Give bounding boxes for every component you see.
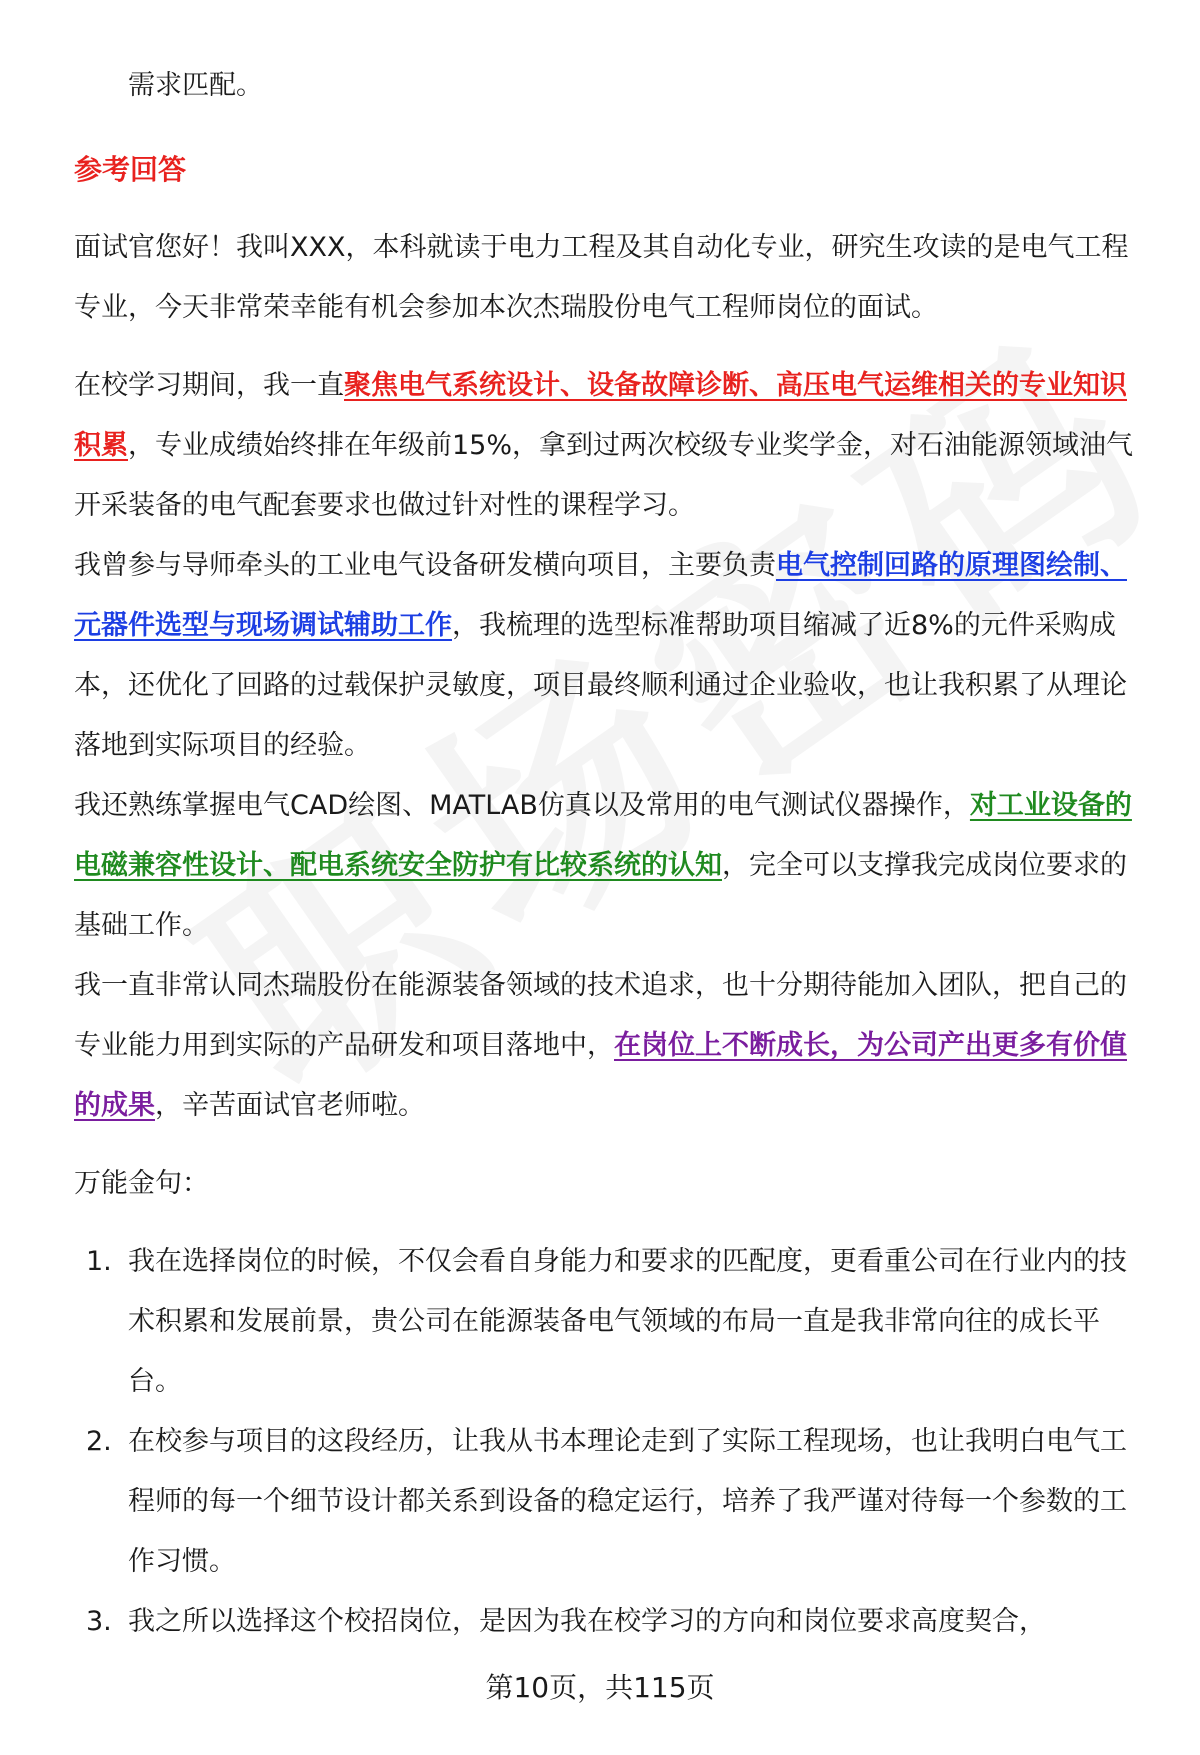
- list-item-number: 2.: [86, 1426, 112, 1457]
- study-text-after: ，专业成绩始终排在年级前15%，拿到过两次校级专业奖学金，对石油能源领域油气开采装备的电气配套要求也做过针对性的课程学习。: [74, 430, 1134, 521]
- intro-paragraph: 面试官您好！我叫XXX，本科就读于电力工程及其自动化专业，研究生攻读的是电气工程专业，今天非常荣幸能有机会参加本次杰瑞股份电气工程师岗位的面试。: [74, 232, 1129, 323]
- skills-highlight: 对工业设备的电磁兼容性设计、配电系统安全防护有比较系统的认知: [74, 790, 1132, 881]
- list-item-text: 在校参与项目的这段经历，让我从书本理论走到了实际工程现场，也让我明白电气工程师的每一个细节设计都关系到设备的稳定运行，培养了我严谨对待每一个参数的工作习惯。: [128, 1426, 1127, 1577]
- skills-paragraph: [74, 776, 1152, 956]
- project-text-before: 我曾参与导师牵头的工业电气设备研发横向项目，主要负责: [74, 550, 776, 581]
- project-paragraph: [74, 536, 1152, 776]
- list-item: [74, 1592, 1152, 1652]
- skills-text-before: 我还熟练掌握电气CAD绘图、MATLAB仿真以及常用的电气测试仪器操作，: [74, 790, 970, 821]
- list-item-number: 1.: [86, 1246, 112, 1277]
- list-item: [74, 1232, 1152, 1412]
- top-fragment: 需求匹配。: [128, 70, 263, 101]
- list-item-number: 3.: [86, 1606, 112, 1637]
- study-text-before: 在校学习期间，我一直: [74, 370, 344, 401]
- list-item-text: 我在选择岗位的时候，不仅会看自身能力和要求的匹配度，更看重公司在行业内的技术积累和发展前景，贵公司在能源装备电气领域的布局一直是我非常向往的成长平台。: [128, 1246, 1127, 1397]
- study-highlight: 聚焦电气系统设计、设备故障诊断、高压电气运维相关的专业知识积累: [74, 370, 1127, 461]
- list-item: [74, 1412, 1152, 1592]
- motivation-paragraph: [74, 956, 1152, 1136]
- motivation-text-before: 我一直非常认同杰瑞股份在能源装备领域的技术追求，也十分期待能加入团队，把自己的专业能力用到实际的产品研发和项目落地中，: [74, 970, 1127, 1061]
- project-highlight: 电气控制回路的原理图绘制、元器件选型与现场调试辅助工作: [74, 550, 1127, 641]
- motivation-highlight: 在岗位上不断成长，为公司产出更多有价值的成果: [74, 1030, 1127, 1121]
- study-paragraph: [74, 356, 1152, 536]
- golden-sentences-heading: 万能金句：: [74, 1168, 209, 1199]
- page-number-footer: 第10页，共115页: [485, 1671, 715, 1704]
- motivation-text-after: ，辛苦面试官老师啦。: [155, 1090, 425, 1121]
- golden-sentences-list: [74, 1232, 1152, 1652]
- skills-text-after: ，完全可以支撑我完成岗位要求的基础工作。: [74, 850, 1127, 941]
- list-item-text: 我之所以选择这个校招岗位，是因为我在校学习的方向和岗位要求高度契合，: [128, 1606, 1046, 1637]
- project-text-after: ，我梳理的选型标准帮助项目缩减了近8%的元件采购成本，还优化了回路的过载保护灵敏度，项目最终顺利通过企业验收，也让我积累了从理论落地到实际项目的经验。: [74, 610, 1127, 761]
- document-page: [74, 56, 1152, 1652]
- reference-answer-heading: 参考回答: [74, 153, 187, 186]
